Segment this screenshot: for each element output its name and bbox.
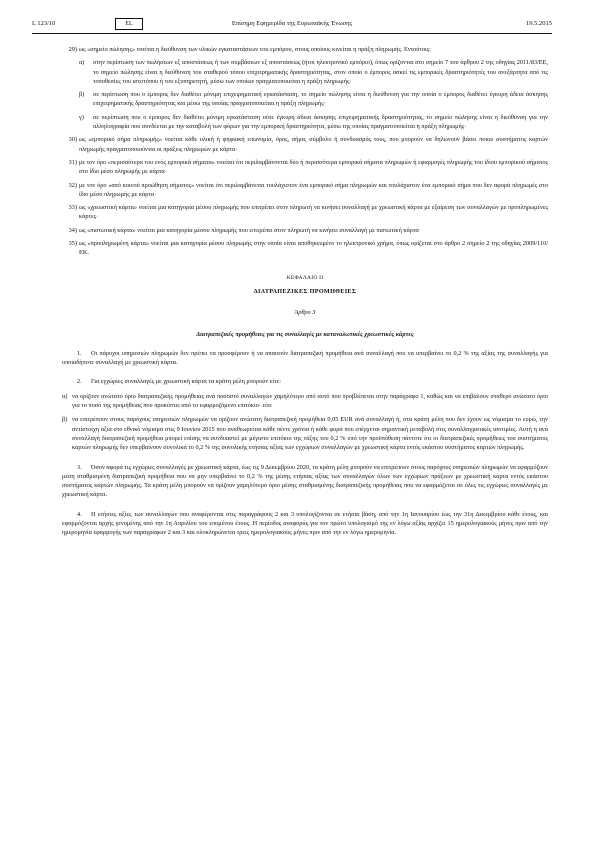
subpoint-letter: β) <box>79 91 85 99</box>
article-paragraphs <box>62 349 548 387</box>
paragraph-text: Όσον αφορά τις εγχώριες συναλλαγές με χρεωστική κάρτα, έως τις 9 Δεκεμβρίου 2020, τα κράτη μέλη μπορούν να επιτρέπουν στους παρόχους υπηρεσιών πληρωμών να εφαρμόζουν μέση σταθμισμένη διατραπεζική προμήθεια που να μην υπερβαίνει το 0,2 % της μέσης ετήσιας αξίας των συναλλαγών όλων των εγχώριων πράξεων με χρεωστική κάρτα εντός εκάστου συστήματος καρτών πληρωμής. Τα κράτη μέλη μπορούν να ορίζουν χαμηλότερο όριο μέσης σταθμισμένης διατραπεζικής προμήθειας που να εφαρμόζεται σε όλες τις εγχώριες συναλλαγές με χρεωστική κάρτα. <box>62 463 548 499</box>
subpoint-text: στην περίπτωση των πωλήσεων εξ αποστάσεως ή των συμβάσεων εξ αποστάσεως (ήτοι ηλεκτρονικό εμπόριο), όπως ορίζονται στο σημείο 7 του άρθρου 2 της οδηγίας 2011/83/ΕΕ, το σημείο πώλησης είναι η διεύθυνση του σταθερού τόπου επιχειρηματικής δραστηριότητας, στον οποίο ο έμπορος ασκεί τις εμπορικές δραστηριότητές του ανεξάρτητα από τις τοποθεσίες του ιστοτόπου ή του εξυπηρετητή, μέσω των οποίων πραγματοποιείται η πράξη πληρωμής· <box>93 59 548 85</box>
definition-text: ως «χρεωστική κάρτα» νοείται μια κατηγορία μέσου πληρωμής που επιτρέπει στον πληρωτή να κινήσει συναλλαγή με χρεωστική κάρτα με εξαίρεση των συναλλαγών με προπληρωμένες κάρτες· <box>79 204 548 221</box>
header-divider <box>32 33 552 34</box>
article-list-points <box>62 392 548 453</box>
list-point-text: να ορίζουν ανώτατο όριο διατραπεζικής προμήθειας ανά ποσοστό συναλλαγών χαμηλότερο από αυτό που προβλέπεται στην παράγραφο 1, καθώς και να επιβάλουν σταθερό ανώτατο όριο για το ποσό της προμήθειας που προκύπτει από το εφαρμοζόμενο επιτόκιο· είτε <box>72 392 548 410</box>
paragraph-number: 4. <box>77 510 82 518</box>
list-point-text: να επιτρέπουν στους παρόχους υπηρεσιών πληρωμών να ορίζουν ανώτατη διατραπεζική προμήθεια 0,05 EUR ανά συναλλαγή ή, στα κράτη μέλη που δεν έχουν ως νόμισμα το ευρώ, την αντίστοιχη αξία στο εθνικό νόμισμα στις 9 Ιουνίου 2015 που αναθεωρείται κάθε πέντε χρόνια ή κάθε φορά που επέρχεται σημαντική μεταβολή στις συναλλαγματικές ισοτιμίες. Αυτή η ανά συναλλαγή διατραπεζική προμήθεια μπορεί επίσης να συνδυαστεί με μέγιστο επιτόκιο της τάξης του 0,2 % υπό την προϋπόθεση πάντοτε ότι οι διατραπεζικές προμήθειες του συστήματος καρτών πληρωμής δεν υπερβαίνουν συνολικά το 0,2 % της συνολικής ετήσιας αξίας των εγχώριων συναλλαγών με χρεωστική κάρτα εντός εκάστου συστήματος καρτών πληρωμής. <box>72 416 548 452</box>
article-paragraph <box>62 349 548 368</box>
list-point <box>62 415 548 452</box>
definition-item <box>62 203 548 222</box>
page-reference: L 123/10 <box>32 20 56 27</box>
definition-number: 35) <box>68 240 77 248</box>
definition-subpoint <box>79 113 548 132</box>
document-body <box>62 45 548 538</box>
definition-item <box>62 239 548 258</box>
subpoint-letter: γ) <box>79 113 84 121</box>
definition-number: 31) <box>68 158 77 166</box>
list-point-letter: β) <box>62 416 68 424</box>
paragraph-text: Για εγχώριες συναλλαγές με χρεωστική κάρτα τα κράτη μέλη μπορούν είτε: <box>91 378 281 386</box>
definition-number: 33) <box>68 204 77 212</box>
language-code-box: EL <box>115 18 143 30</box>
publication-date: 19.5.2015 <box>526 20 552 27</box>
definition-text: με τον όρο «από κοινού προώθηση σήματος» νοείται ότι περιλαμβάνεται τουλάχιστον ένα εμπορικό σήμα πληρωμών και τουλάχιστον ένα εμπορικό σήμα που δεν αφορά πληρωμές στο ίδιο μέσο πληρωμής με κάρτα· <box>79 181 548 198</box>
article-paragraphs-continued <box>62 463 548 538</box>
paragraph-text: Η ετήσιες αξίες των συναλλαγών που αναφέρονται στις παραγράφους 2 και 3 υπολογίζονται σε ετήσια βάση, από την 1η Ιανουαρίου έως την 31η Δεκεμβρίου κάθε έτους, και εφαρμόζονται αρχής γενομένης από την 1η Απριλίου του επομένου έτους. Η περίοδος αναφοράς για τον πρώτο υπολογισμό της εν λόγω αξίας αρχίζει 15 ημερολογιακούς μήνες πριν από την ημερομηνία εφαρμογής των παραγράφων 2 και 3 και ολοκληρώνεται τρεις ημερολογιακούς μήνες πριν από την εν λόγω ημερομηνία. <box>62 510 548 537</box>
page-header <box>32 17 552 31</box>
definition-item <box>62 45 548 131</box>
list-point <box>62 392 548 411</box>
subpoint-text: σε περίπτωση που ο έμπορος δεν διαθέτει μόνιμη επιχειρηματική εγκατάσταση, το σημείο πώλησης είναι η διεύθυνση για την οποία ο έμπορος διαθέτει έγκυρη άδεια άσκησης επιχειρηματικής δραστηριότητας και μέσω της οποίας πραγματοποιείται η πράξη πληρωμής· <box>93 91 548 108</box>
definition-text: ως «πιστωτική κάρτα» νοείται μια κατηγορία μέσου πληρωμής που επιτρέπει στον πληρωτή να κινήσει συναλλαγή με πιστωτική κάρτα· <box>79 226 421 234</box>
article-paragraph <box>62 463 548 500</box>
article-paragraph <box>62 377 548 386</box>
article-title: Διατραπεζικές προμήθειες για τις συναλλαγές με καταναλωτικές χρεωστικές κάρτες <box>196 330 414 338</box>
paragraph-number: 1. <box>77 349 82 357</box>
definition-item <box>62 226 548 235</box>
definition-item <box>62 135 548 154</box>
chapter-label: ΚΕΦΑΛΑΙΟ II <box>286 274 324 281</box>
subpoint-letter: α) <box>79 59 85 67</box>
definition-number: 29) <box>68 46 77 53</box>
definition-item <box>62 158 548 177</box>
article-label: Άρθρο 3 <box>294 309 316 317</box>
chapter-title: ΔΙΑΤΡΑΠΕΖΙΚΕΣ ΠΡΟΜΗΘΕΙΕΣ <box>253 287 357 295</box>
subpoint-text: σε περίπτωση που ο έμπορος δεν διαθέτει μόνιμη εγκατάσταση ούτε έγκυρη άδεια άσκησης επιχειρηματικής δραστηριότητας, το σημείο πώλησης είναι η διεύθυνση για την αλληλογραφία που συνδέεται με την καταβολή των φόρων για την εμπορική δραστηριότητα, μέσω της οποίας πραγματοποιείται η πράξη πληρωμής· <box>93 113 548 131</box>
article-paragraph <box>62 510 548 538</box>
paragraph-number: 3. <box>77 463 82 471</box>
definition-number: 32) <box>68 181 77 189</box>
journal-title: Επίσημη Εφημερίδα της Ευρωπαϊκής Ένωσης <box>231 20 353 27</box>
definition-text: ως «εμπορικό σήμα πληρωμής» νοείται κάθε υλική ή ψηφιακή επωνυμία, όρος, σήμα, σύμβολο ή συνδυασμός τους, που μπορούν να δηλώνουν βάσει ποιου συστήματος καρτών πληρωμής πραγματοποιούνται οι πράξεις πληρωμών με κάρτα· <box>79 136 548 153</box>
definition-text: με τον όρο «περισσότερα του ενός εμπορικά σήματα» νοείται ότι περιλαμβάνονται δύο ή περισσότερα εμπορικά σήματα πληρωμών ή εφαρμογές πληρωμής του ίδιου εμπορικού σήματος στο ίδιο μέσο πληρωμής με κάρτα· <box>79 158 548 176</box>
definition-subpoint <box>79 58 548 86</box>
definition-text: ως «σημείο πώλησης» νοείται η διεύθυνση των υλικών εγκαταστάσεων του εμπόρου, στους οποίους κινείται η πράξη πληρωμής. Εντούτοις: <box>79 46 431 53</box>
list-point-letter: α) <box>62 392 68 400</box>
definition-number: 34) <box>68 226 77 234</box>
definitions-list <box>62 45 548 258</box>
definition-item <box>62 181 548 200</box>
definition-number: 30) <box>68 136 77 144</box>
definition-text: ως «προπληρωμένη κάρτα» νοείται μια κατηγορία μέσου πληρωμής στην οποία είναι αποθηκευμένο το ηλεκτρονικό χρήμα, όπως ορίζεται στο άρθρο 2 σημείο 2 της οδηγίας 2009/110/ΕΚ. <box>79 240 548 257</box>
definition-subpoint <box>79 90 548 109</box>
paragraph-number: 2. <box>77 378 82 386</box>
paragraph-text: Οι πάροχοι υπηρεσιών πληρωμών δεν πρέπει να προσφέρουν ή να απαιτούν διατραπεζική προμήθεια ανά συναλλαγή που να υπερβαίνει το 0,2 % της αξίας της συναλλαγής για οποιαδήποτε συναλλαγή με χρεωστική κάρτα. <box>62 349 548 367</box>
